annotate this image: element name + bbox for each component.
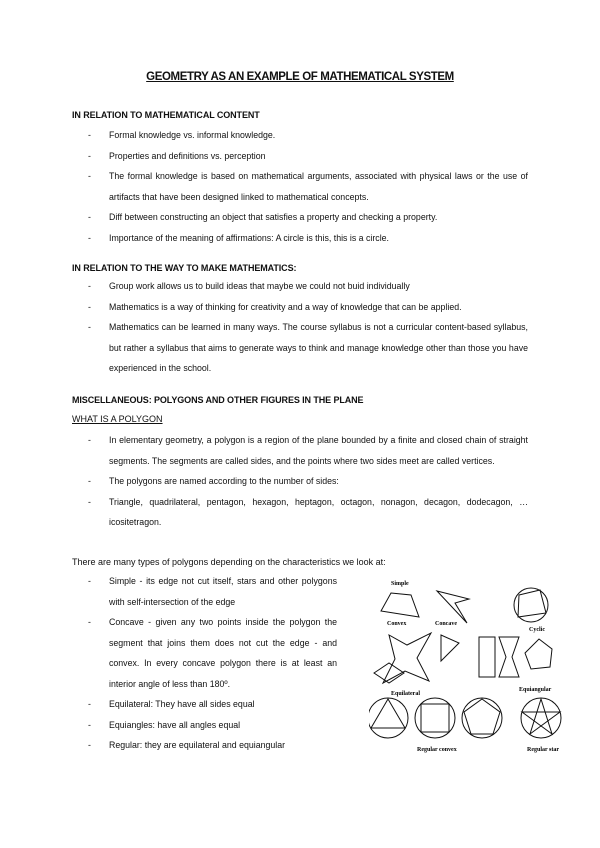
list-item: - Group work allows us to build ideas that maybe we could not buid individually <box>88 281 410 291</box>
list-item: - Mathematics can be learned in many ways. The course syllabus is not a curricular content-based syllabus, but rather a syllabus that aims to generate ways to think and manage knowledge other than those you have experienced in the school. <box>88 322 528 373</box>
way-list <box>72 276 528 379</box>
regular-pentagon-circle <box>462 698 502 738</box>
label-convex: Convex <box>387 621 407 627</box>
subheading-polygon: WHAT IS A POLYGON <box>72 414 163 424</box>
concave-polygon <box>437 591 469 623</box>
list-item: - Regular: they are equilateral and equiangular <box>88 740 286 750</box>
list-item: - Simple - its edge not cut itself, stars and other polygons with self-intersection of the edge <box>88 576 337 607</box>
label-cyclic: Cyclic <box>529 627 545 633</box>
equiangular-hourglass <box>499 637 519 677</box>
list-item: - Mathematics is a way of thinking for creativity and a way of knowledge that can be applied. <box>88 301 462 312</box>
polygon-types-figure <box>369 573 569 758</box>
list-item: - Equiangles: have all angles equal <box>88 719 241 730</box>
list-item: - Diff between constructing an object that satisfies a property and checking a property. <box>88 212 438 222</box>
cyclic-polygon <box>518 590 546 617</box>
label-equilateral: Equilateral <box>391 691 421 697</box>
regular-star <box>522 699 560 734</box>
regular-triangle <box>371 699 405 728</box>
list-item: - The polygons are named according to the number of sides: <box>88 476 339 486</box>
section-heading-way: IN RELATION TO THE WAY TO MAKE MATHEMATICS: <box>72 263 297 273</box>
section-heading-misc: MISCELLANEOUS: POLYGONS AND OTHER FIGURES IN THE PLANE <box>72 395 364 405</box>
regular-square <box>421 704 449 732</box>
label-regular-star: Regular star <box>527 747 560 753</box>
section-heading-content: IN RELATION TO MATHEMATICAL CONTENT <box>72 110 260 120</box>
regular-triangle-circle <box>369 698 408 738</box>
label-equiangular: Equiangular <box>519 687 552 693</box>
label-simple: Simple <box>391 581 409 587</box>
types-intro: There are many types of polygons depending on the characteristics we look at: <box>72 557 386 567</box>
list-item: - Importance of the meaning of affirmations: A circle is this, this is a circle. <box>88 232 389 243</box>
label-regular-convex: Regular convex <box>417 747 457 753</box>
list-item: - Concave - given any two points inside the polygon the segment that joins them does not cut the edge - and convex. In every concave polygon there is at least an interior angle of less than 180º. <box>88 617 337 689</box>
equilateral-star-polygon <box>383 633 431 683</box>
equiangular-pentagon <box>525 639 552 669</box>
regular-pentagon <box>464 699 500 734</box>
regular-star-circle <box>521 698 561 738</box>
list-item: - Equilateral: They have all sides equal <box>88 699 255 709</box>
page-title: GEOMETRY AS AN EXAMPLE OF MATHEMATICAL SYSTEM <box>146 71 454 83</box>
list-item: - Properties and definitions vs. perception <box>88 150 266 161</box>
content-list <box>72 125 528 248</box>
polygon-diagram <box>369 573 569 758</box>
list-item: - Triangle, quadrilateral, pentagon, hexagon, heptagon, octagon, nonagon, decagon, dodecagon, … icositetragon. <box>88 496 528 527</box>
convex-polygon <box>381 593 419 617</box>
equiangular-rectangle <box>479 637 495 677</box>
list-item: - The formal knowledge is based on mathematical arguments, associated with physical laws or the use of artifacts that have been designed linked to mathematical concepts. <box>88 171 528 202</box>
types-list <box>72 571 337 756</box>
polygon-list <box>72 430 528 533</box>
equilateral-zigzag <box>441 635 459 661</box>
list-item: - In elementary geometry, a polygon is a region of the plane bounded by a finite and closed chain of straight segments. The segments are called sides, and the points where two sides meet are called vertices. <box>88 435 528 466</box>
label-concave: Concave <box>435 621 457 627</box>
list-item: - Formal knowledge vs. informal knowledge. <box>88 130 276 140</box>
